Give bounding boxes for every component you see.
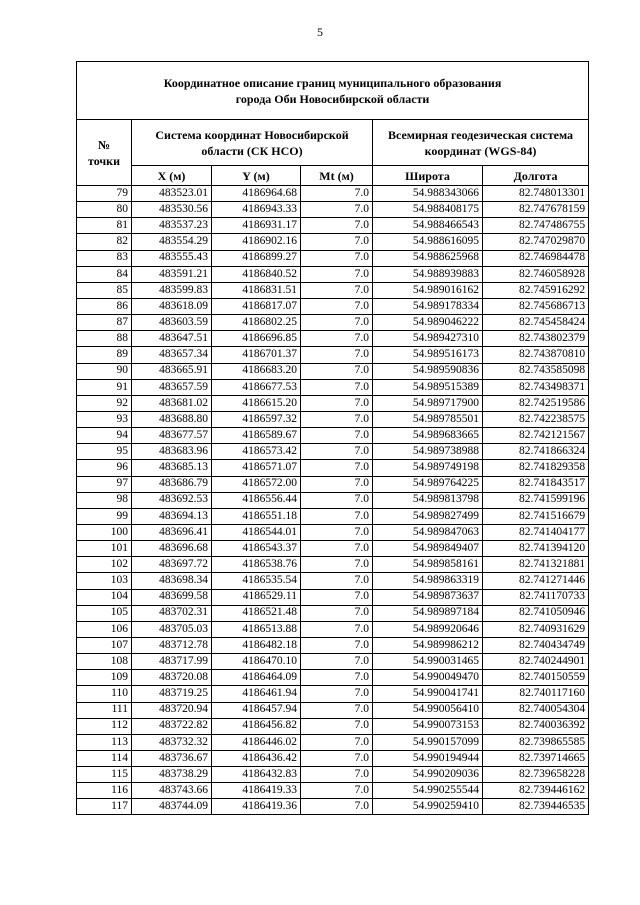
mt-cell: 7.0 xyxy=(301,363,373,379)
table-row xyxy=(77,250,589,266)
x-cell: 483743.66 xyxy=(132,783,212,799)
point-number-header-line1: № xyxy=(97,137,111,152)
longitude-cell: 82.741404177 xyxy=(483,524,589,540)
latitude-cell: 54.988939883 xyxy=(373,266,483,282)
y-cell: 4186817.07 xyxy=(212,298,301,314)
mt-cell: 7.0 xyxy=(301,250,373,266)
point-number-cell: 104 xyxy=(77,589,132,605)
point-number-cell: 95 xyxy=(77,444,132,460)
point-number-cell: 109 xyxy=(77,670,132,686)
latitude-cell: 54.989847063 xyxy=(373,524,483,540)
y-cell: 4186701.37 xyxy=(212,347,301,363)
longitude-cell: 82.741843517 xyxy=(483,476,589,492)
point-number-cell: 82 xyxy=(77,234,132,250)
longitude-cell: 82.745916292 xyxy=(483,282,589,298)
x-cell: 483720.08 xyxy=(132,670,212,686)
mt-cell: 7.0 xyxy=(301,637,373,653)
y-cell: 4186931.17 xyxy=(212,218,301,234)
x-cell: 483665.91 xyxy=(132,363,212,379)
latitude-cell: 54.989863319 xyxy=(373,573,483,589)
longitude-cell: 82.743585098 xyxy=(483,363,589,379)
x-cell: 483686.79 xyxy=(132,476,212,492)
y-cell: 4186544.01 xyxy=(212,524,301,540)
y-cell: 4186543.37 xyxy=(212,541,301,557)
x-cell: 483694.13 xyxy=(132,508,212,524)
longitude-cell: 82.741321881 xyxy=(483,557,589,573)
table-row xyxy=(77,298,589,314)
x-cell: 483738.29 xyxy=(132,767,212,783)
table-row xyxy=(77,702,589,718)
point-number-cell: 89 xyxy=(77,347,132,363)
point-number-cell: 87 xyxy=(77,315,132,331)
table-row xyxy=(77,734,589,750)
longitude-cell: 82.743498371 xyxy=(483,379,589,395)
x-cell: 483698.34 xyxy=(132,573,212,589)
latitude-cell: 54.988616095 xyxy=(373,234,483,250)
longitude-cell: 82.746058928 xyxy=(483,266,589,282)
longitude-cell: 82.739446162 xyxy=(483,783,589,799)
latitude-cell: 54.989813798 xyxy=(373,492,483,508)
y-cell: 4186677.53 xyxy=(212,379,301,395)
latitude-cell: 54.989427310 xyxy=(373,331,483,347)
latitude-cell: 54.989738988 xyxy=(373,444,483,460)
page-number: 5 xyxy=(317,25,323,39)
nso-system-header xyxy=(132,120,373,166)
x-cell: 483685.13 xyxy=(132,460,212,476)
latitude-cell: 54.989749198 xyxy=(373,460,483,476)
x-cell: 483744.09 xyxy=(132,799,212,815)
latitude-cell: 54.988343066 xyxy=(373,186,483,202)
longitude-cell: 82.740054304 xyxy=(483,702,589,718)
latitude-cell: 54.989897184 xyxy=(373,605,483,621)
longitude-cell: 82.742519586 xyxy=(483,395,589,411)
table-row xyxy=(77,363,589,379)
x-cell: 483677.57 xyxy=(132,428,212,444)
longitude-cell: 82.741599196 xyxy=(483,492,589,508)
mt-cell: 7.0 xyxy=(301,605,373,621)
latitude-cell: 54.990255544 xyxy=(373,783,483,799)
y-cell: 4186513.88 xyxy=(212,621,301,637)
longitude-cell: 82.739446535 xyxy=(483,799,589,815)
table-row xyxy=(77,218,589,234)
table-row xyxy=(77,428,589,444)
x-cell: 483657.34 xyxy=(132,347,212,363)
x-cell: 483647.51 xyxy=(132,331,212,347)
table-row xyxy=(77,783,589,799)
y-cell: 4186943.33 xyxy=(212,202,301,218)
y-cell: 4186556.44 xyxy=(212,492,301,508)
latitude-cell: 54.990049470 xyxy=(373,670,483,686)
point-number-cell: 106 xyxy=(77,621,132,637)
longitude-cell: 82.740434749 xyxy=(483,637,589,653)
table-row xyxy=(77,605,589,621)
y-cell: 4186538.76 xyxy=(212,557,301,573)
longitude-cell: 82.741516679 xyxy=(483,508,589,524)
x-column-header: X (м) xyxy=(132,166,212,186)
longitude-column-header: Долгота xyxy=(483,166,589,186)
y-cell: 4186840.52 xyxy=(212,266,301,282)
point-number-cell: 92 xyxy=(77,395,132,411)
point-number-cell: 80 xyxy=(77,202,132,218)
x-cell: 483688.80 xyxy=(132,411,212,427)
table-row xyxy=(77,460,589,476)
x-cell: 483683.96 xyxy=(132,444,212,460)
coordinates-table xyxy=(76,61,589,815)
table-row xyxy=(77,654,589,670)
y-cell: 4186419.36 xyxy=(212,799,301,815)
mt-cell: 7.0 xyxy=(301,476,373,492)
longitude-cell: 82.742121567 xyxy=(483,428,589,444)
x-cell: 483530.56 xyxy=(132,202,212,218)
y-cell: 4186432.83 xyxy=(212,767,301,783)
mt-cell: 7.0 xyxy=(301,218,373,234)
longitude-cell: 82.743870810 xyxy=(483,347,589,363)
table-row xyxy=(77,557,589,573)
y-cell: 4186615.20 xyxy=(212,395,301,411)
mt-cell: 7.0 xyxy=(301,524,373,540)
point-number-cell: 93 xyxy=(77,411,132,427)
mt-cell: 7.0 xyxy=(301,799,373,815)
longitude-cell: 82.741829358 xyxy=(483,460,589,476)
table-row xyxy=(77,589,589,605)
mt-cell: 7.0 xyxy=(301,492,373,508)
table-body xyxy=(77,186,589,815)
point-number-header xyxy=(77,120,132,186)
y-cell: 4186589.67 xyxy=(212,428,301,444)
x-cell: 483555.43 xyxy=(132,250,212,266)
y-cell: 4186831.51 xyxy=(212,282,301,298)
longitude-cell: 82.741271446 xyxy=(483,573,589,589)
wgs-system-header-line1: Всемирная геодезическая система xyxy=(388,127,574,142)
x-cell: 483537.23 xyxy=(132,218,212,234)
latitude-cell: 54.988466543 xyxy=(373,218,483,234)
point-number-cell: 101 xyxy=(77,541,132,557)
longitude-cell: 82.740931629 xyxy=(483,621,589,637)
table-row xyxy=(77,202,589,218)
longitude-cell: 82.748013301 xyxy=(483,186,589,202)
point-number-cell: 99 xyxy=(77,508,132,524)
y-cell: 4186571.07 xyxy=(212,460,301,476)
x-cell: 483712.78 xyxy=(132,637,212,653)
latitude-cell: 54.989515389 xyxy=(373,379,483,395)
table-row xyxy=(77,186,589,202)
latitude-cell: 54.989516173 xyxy=(373,347,483,363)
mt-cell: 7.0 xyxy=(301,315,373,331)
y-cell: 4186436.42 xyxy=(212,750,301,766)
x-cell: 483722.82 xyxy=(132,718,212,734)
longitude-cell: 82.747678159 xyxy=(483,202,589,218)
mt-cell: 7.0 xyxy=(301,541,373,557)
latitude-cell: 54.990073153 xyxy=(373,718,483,734)
table-row xyxy=(77,411,589,427)
longitude-cell: 82.740036392 xyxy=(483,718,589,734)
mt-column-header: Mt (м) xyxy=(301,166,373,186)
latitude-cell: 54.990031465 xyxy=(373,654,483,670)
table-row xyxy=(77,476,589,492)
table-row xyxy=(77,670,589,686)
y-cell: 4186535.54 xyxy=(212,573,301,589)
mt-cell: 7.0 xyxy=(301,718,373,734)
mt-cell: 7.0 xyxy=(301,347,373,363)
x-cell: 483696.68 xyxy=(132,541,212,557)
table-row xyxy=(77,395,589,411)
mt-cell: 7.0 xyxy=(301,734,373,750)
table-row xyxy=(77,750,589,766)
longitude-cell: 82.746984478 xyxy=(483,250,589,266)
table-row xyxy=(77,686,589,702)
y-cell: 4186446.02 xyxy=(212,734,301,750)
longitude-cell: 82.747029870 xyxy=(483,234,589,250)
longitude-cell: 82.739658228 xyxy=(483,767,589,783)
x-cell: 483697.72 xyxy=(132,557,212,573)
latitude-cell: 54.989873637 xyxy=(373,589,483,605)
y-cell: 4186551.18 xyxy=(212,508,301,524)
mt-cell: 7.0 xyxy=(301,202,373,218)
point-number-cell: 94 xyxy=(77,428,132,444)
latitude-cell: 54.990157099 xyxy=(373,734,483,750)
longitude-cell: 82.740117160 xyxy=(483,686,589,702)
x-cell: 483692.53 xyxy=(132,492,212,508)
x-cell: 483699.58 xyxy=(132,589,212,605)
mt-cell: 7.0 xyxy=(301,783,373,799)
point-number-cell: 98 xyxy=(77,492,132,508)
point-number-cell: 103 xyxy=(77,573,132,589)
latitude-cell: 54.989858161 xyxy=(373,557,483,573)
mt-cell: 7.0 xyxy=(301,266,373,282)
point-number-cell: 85 xyxy=(77,282,132,298)
latitude-cell: 54.990041741 xyxy=(373,686,483,702)
longitude-cell: 82.747486755 xyxy=(483,218,589,234)
nso-system-header-line1: Система координат Новосибирской xyxy=(155,127,349,142)
x-cell: 483732.32 xyxy=(132,734,212,750)
y-cell: 4186573.42 xyxy=(212,444,301,460)
longitude-cell: 82.745458424 xyxy=(483,315,589,331)
x-cell: 483554.29 xyxy=(132,234,212,250)
longitude-cell: 82.742238575 xyxy=(483,411,589,427)
latitude-cell: 54.988625968 xyxy=(373,250,483,266)
x-cell: 483717.99 xyxy=(132,654,212,670)
table-row xyxy=(77,379,589,395)
mt-cell: 7.0 xyxy=(301,573,373,589)
latitude-cell: 54.989785501 xyxy=(373,411,483,427)
mt-cell: 7.0 xyxy=(301,298,373,314)
longitude-cell: 82.741050946 xyxy=(483,605,589,621)
latitude-column-header: Широта xyxy=(373,166,483,186)
mt-cell: 7.0 xyxy=(301,670,373,686)
mt-cell: 7.0 xyxy=(301,686,373,702)
y-cell: 4186521.48 xyxy=(212,605,301,621)
latitude-cell: 54.989178334 xyxy=(373,298,483,314)
latitude-cell: 54.989986212 xyxy=(373,637,483,653)
mt-cell: 7.0 xyxy=(301,702,373,718)
y-cell: 4186902.16 xyxy=(212,234,301,250)
x-cell: 483618.09 xyxy=(132,298,212,314)
table-row xyxy=(77,718,589,734)
latitude-cell: 54.989920646 xyxy=(373,621,483,637)
point-number-cell: 79 xyxy=(77,186,132,202)
longitude-cell: 82.741170733 xyxy=(483,589,589,605)
y-cell: 4186597.32 xyxy=(212,411,301,427)
mt-cell: 7.0 xyxy=(301,331,373,347)
x-cell: 483603.59 xyxy=(132,315,212,331)
point-number-cell: 83 xyxy=(77,250,132,266)
table-row xyxy=(77,799,589,815)
longitude-cell: 82.740150559 xyxy=(483,670,589,686)
mt-cell: 7.0 xyxy=(301,750,373,766)
point-number-cell: 88 xyxy=(77,331,132,347)
table-row xyxy=(77,266,589,282)
mt-cell: 7.0 xyxy=(301,444,373,460)
point-number-cell: 108 xyxy=(77,654,132,670)
y-cell: 4186683.20 xyxy=(212,363,301,379)
latitude-cell: 54.989590836 xyxy=(373,363,483,379)
longitude-cell: 82.740244901 xyxy=(483,654,589,670)
latitude-cell: 54.990194944 xyxy=(373,750,483,766)
table-row xyxy=(77,315,589,331)
point-number-header-line2: точки xyxy=(87,153,121,168)
latitude-cell: 54.989016162 xyxy=(373,282,483,298)
latitude-cell: 54.990259410 xyxy=(373,799,483,815)
y-cell: 4186572.00 xyxy=(212,476,301,492)
y-cell: 4186456.82 xyxy=(212,718,301,734)
nso-system-header-line2: области (СК НСО) xyxy=(201,143,303,158)
x-cell: 483523.01 xyxy=(132,186,212,202)
latitude-cell: 54.989764225 xyxy=(373,476,483,492)
table-title-line1: Координатное описание границ муниципального образования xyxy=(163,75,502,90)
point-number-cell: 96 xyxy=(77,460,132,476)
mt-cell: 7.0 xyxy=(301,186,373,202)
y-cell: 4186802.25 xyxy=(212,315,301,331)
x-cell: 483657.59 xyxy=(132,379,212,395)
latitude-cell: 54.989046222 xyxy=(373,315,483,331)
mt-cell: 7.0 xyxy=(301,428,373,444)
latitude-cell: 54.988408175 xyxy=(373,202,483,218)
table-row xyxy=(77,492,589,508)
x-cell: 483719.25 xyxy=(132,686,212,702)
table-row xyxy=(77,331,589,347)
point-number-cell: 110 xyxy=(77,686,132,702)
mt-cell: 7.0 xyxy=(301,411,373,427)
mt-cell: 7.0 xyxy=(301,767,373,783)
point-number-cell: 86 xyxy=(77,298,132,314)
y-cell: 4186419.33 xyxy=(212,783,301,799)
table-title xyxy=(77,62,589,120)
y-cell: 4186696.85 xyxy=(212,331,301,347)
point-number-cell: 90 xyxy=(77,363,132,379)
point-number-cell: 81 xyxy=(77,218,132,234)
point-number-cell: 116 xyxy=(77,783,132,799)
longitude-cell: 82.741394120 xyxy=(483,541,589,557)
point-number-cell: 97 xyxy=(77,476,132,492)
y-cell: 4186964.68 xyxy=(212,186,301,202)
y-column-header: Y (м) xyxy=(212,166,301,186)
mt-cell: 7.0 xyxy=(301,508,373,524)
table-row xyxy=(77,524,589,540)
latitude-cell: 54.989827499 xyxy=(373,508,483,524)
table-row xyxy=(77,508,589,524)
point-number-cell: 112 xyxy=(77,718,132,734)
mt-cell: 7.0 xyxy=(301,234,373,250)
longitude-cell: 82.741866324 xyxy=(483,444,589,460)
table-row xyxy=(77,541,589,557)
latitude-cell: 54.990209036 xyxy=(373,767,483,783)
table-row xyxy=(77,573,589,589)
table-title-line2: города Оби Новосибирской области xyxy=(235,91,430,106)
longitude-cell: 82.739865585 xyxy=(483,734,589,750)
point-number-cell: 114 xyxy=(77,750,132,766)
table-row xyxy=(77,637,589,653)
latitude-cell: 54.989717900 xyxy=(373,395,483,411)
mt-cell: 7.0 xyxy=(301,395,373,411)
table-row xyxy=(77,767,589,783)
table-row xyxy=(77,234,589,250)
point-number-cell: 107 xyxy=(77,637,132,653)
longitude-cell: 82.739714665 xyxy=(483,750,589,766)
y-cell: 4186457.94 xyxy=(212,702,301,718)
x-cell: 483702.31 xyxy=(132,605,212,621)
x-cell: 483599.83 xyxy=(132,282,212,298)
longitude-cell: 82.745686713 xyxy=(483,298,589,314)
y-cell: 4186461.94 xyxy=(212,686,301,702)
y-cell: 4186470.10 xyxy=(212,654,301,670)
wgs-system-header-line2: координат (WGS-84) xyxy=(424,143,537,158)
y-cell: 4186482.18 xyxy=(212,637,301,653)
mt-cell: 7.0 xyxy=(301,379,373,395)
mt-cell: 7.0 xyxy=(301,654,373,670)
latitude-cell: 54.989849407 xyxy=(373,541,483,557)
table-row xyxy=(77,282,589,298)
mt-cell: 7.0 xyxy=(301,589,373,605)
latitude-cell: 54.990056410 xyxy=(373,702,483,718)
x-cell: 483720.94 xyxy=(132,702,212,718)
point-number-cell: 115 xyxy=(77,767,132,783)
mt-cell: 7.0 xyxy=(301,460,373,476)
point-number-cell: 105 xyxy=(77,605,132,621)
y-cell: 4186464.09 xyxy=(212,670,301,686)
table-row xyxy=(77,347,589,363)
x-cell: 483681.02 xyxy=(132,395,212,411)
mt-cell: 7.0 xyxy=(301,621,373,637)
point-number-cell: 91 xyxy=(77,379,132,395)
x-cell: 483736.67 xyxy=(132,750,212,766)
point-number-cell: 117 xyxy=(77,799,132,815)
point-number-cell: 113 xyxy=(77,734,132,750)
point-number-cell: 84 xyxy=(77,266,132,282)
longitude-cell: 82.743802379 xyxy=(483,331,589,347)
point-number-cell: 111 xyxy=(77,702,132,718)
x-cell: 483705.03 xyxy=(132,621,212,637)
latitude-cell: 54.989683665 xyxy=(373,428,483,444)
y-cell: 4186529.11 xyxy=(212,589,301,605)
table-row xyxy=(77,621,589,637)
mt-cell: 7.0 xyxy=(301,557,373,573)
x-cell: 483696.41 xyxy=(132,524,212,540)
point-number-cell: 102 xyxy=(77,557,132,573)
table-row xyxy=(77,444,589,460)
x-cell: 483591.21 xyxy=(132,266,212,282)
y-cell: 4186899.27 xyxy=(212,250,301,266)
point-number-cell: 100 xyxy=(77,524,132,540)
mt-cell: 7.0 xyxy=(301,282,373,298)
wgs-system-header xyxy=(373,120,589,166)
